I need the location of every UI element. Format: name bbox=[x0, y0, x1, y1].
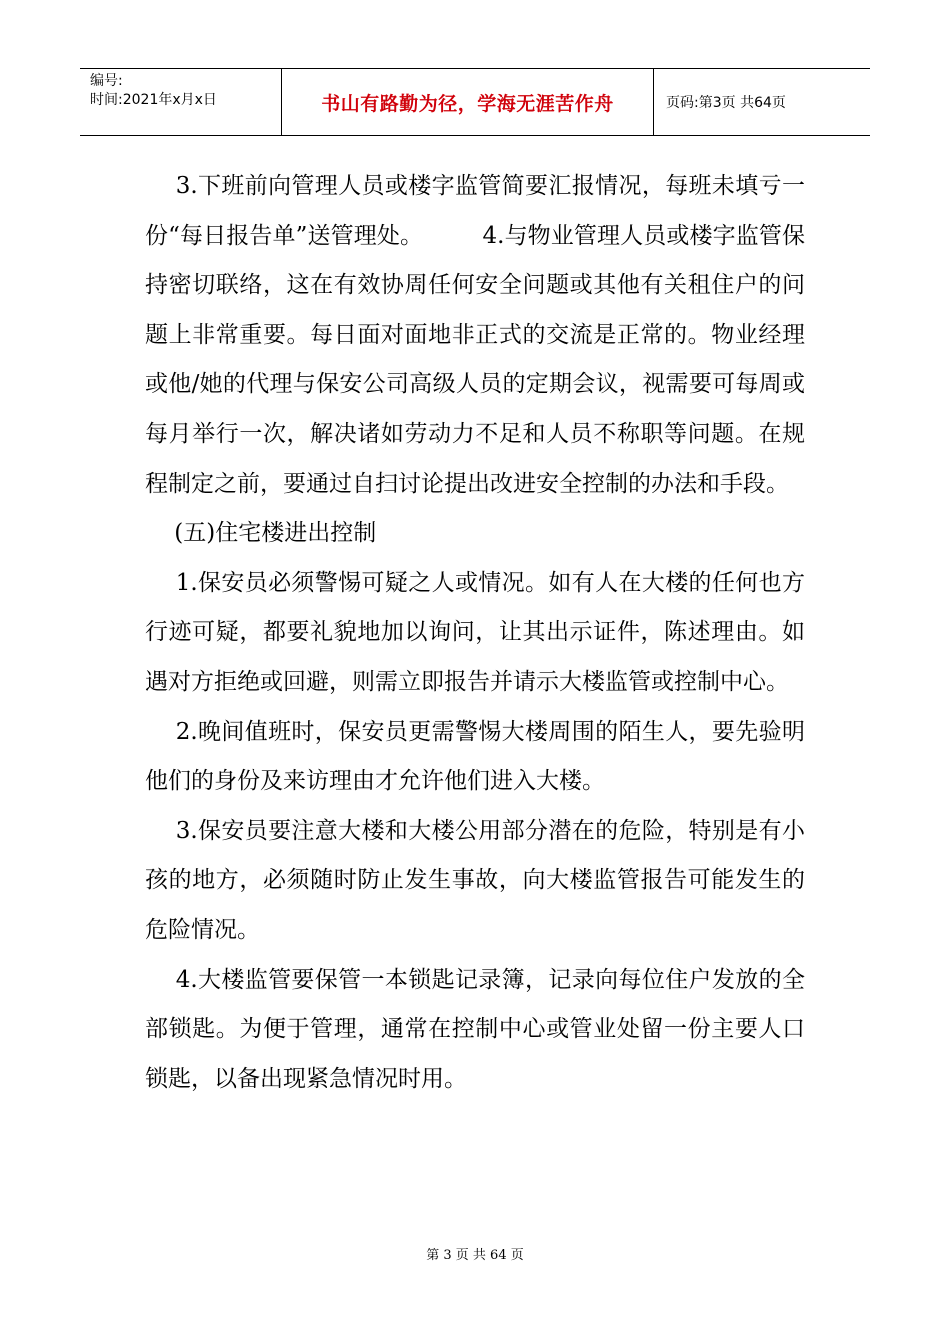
header-motto: 书山有路勤为径，学海无涯苦作舟 bbox=[282, 69, 654, 135]
page-footer: 第 3 页 共 64 页 bbox=[426, 1248, 524, 1263]
paragraph-4: 3.保安员要注意大楼和大楼公用部分潜在的危险，特别是有小孩的地方，必须随时防止发生事故，向大楼监管报告可能发生的危险情况。 bbox=[145, 817, 805, 943]
paragraph-3: 2.晚间值班时，保安员更需警惕大楼周围的陌生人，要先验明他们的身份及来访理由才允许他们进入大楼。 bbox=[145, 718, 805, 795]
paragraph-1: 3.下班前向管理人员或楼字监管简要汇报情况，每班未填亏一份“每日报告单”送管理处。 4.与物业管理人员或楼字监管保持密切联络，这在有效协周任何安全问题或其他有关租住户的问题上非常重要。每日面对面地非正式的交流是正常的。物业经理或他/她的代理与保安公司高级人员的定期会议，视需要可每周或每月举行一次，解决诸如劳动力不足和人员不称职等问题。在规程制定之前，要通过自扫讨论提出改进安全控制的办法和手段。 bbox=[145, 173, 805, 497]
paragraph-2: 1.保安员必须警惕可疑之人或情况。如有人在大楼的任何也方行迹可疑，都要礼貌地加以询问，让其出示证件，陈述理由。如遇对方拒绝或回避，则需立即报告并请示大楼监管或控制中心。 bbox=[145, 569, 805, 695]
document-header bbox=[80, 68, 870, 136]
document-body bbox=[145, 162, 805, 1104]
document-time: 时间:2021年x月x日 bbox=[90, 92, 217, 108]
header-page-info: 页码:第3页 共64页 bbox=[666, 95, 786, 111]
document-number-label: 编号: bbox=[90, 73, 123, 89]
section-heading: (五)住宅楼进出控制 bbox=[145, 520, 377, 547]
header-meta bbox=[80, 69, 282, 135]
paragraph-5: 4.大楼监管要保管一本锁匙记录簿，记录向每位住户发放的全部锁匙。为便于管理，通常在控制中心或管业处留一份主要人口锁匙，以备出现紧急情况时用。 bbox=[145, 966, 805, 1092]
